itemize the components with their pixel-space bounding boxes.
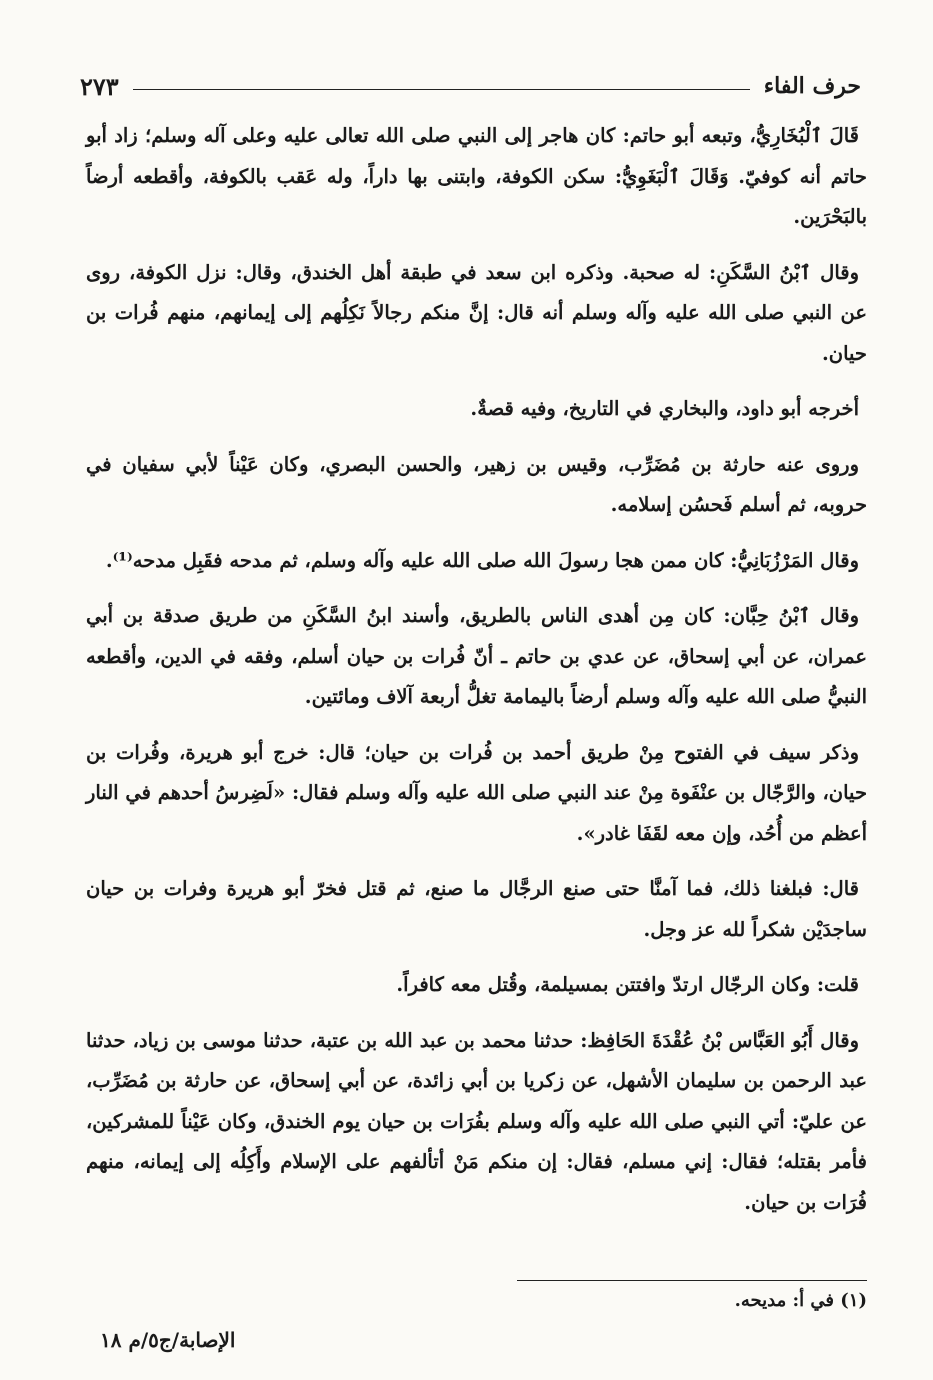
paragraph-ibn-hibban: وقال ٱبْنُ حِبَّان: كان مِن أهدى الناس بالطريق، وأسند ابنُ السَّكَنِ من طريق صدقة بن أبي عمران، عن أبي إسحاق، عن عدي بن حاتم ـ أنّ فُرات بن حيان أسلم، وفقه في الدين، وأقطعه النبيُّ صلى الله عليه وآله وسلم أرضاً باليمامة تغلُّ أربعة آلاف ومائتين.	[86, 604, 867, 708]
chapter-title: حرف الفاء	[763, 73, 861, 99]
footnote: (١) في أ: مديحه.	[734, 1290, 867, 1311]
paragraph-qultu: قلت: وكان الرجّال ارتدّ وافتتن بمسيلمة، وقُتل معه كافراً.	[396, 973, 859, 996]
paragraph-qala: قال: فبلغنا ذلك، فما آمنَّا حتى صنع الرجَّال ما صنع، ثم قتل فخرّ أبو هريرة وفرات بن حيان ساجدَيْن شكراً لله عز وجل.	[86, 877, 867, 941]
page-number: ٢٧٣	[80, 71, 119, 101]
paragraph-ibn-uqda: وقال أَبُو العَبَّاس بْنُ عُقْدَةَ الحَافِظ: حدثنا محمد بن عبد الله بن عتبة، حدثنا موسى بن زياد، حدثنا عبد الرحمن بن سليمان الأشهل، عن زكريا بن أبي زائدة، عن أبي إسحاق، عن حارثة بن مُضَرِّب، عن عليّ: أتي النبي صلى الله عليه وآله وسلم بفُرَات بن حيان يوم الخندق، وكان عَيْناً للمشركين، فأمر بقتله؛ فقال: إني مسلم، فقال: إن منكم مَنْ أتألفهم على الإسلام وأَكِلُه إلى إيمانه، منهم فُرَات بن حيان.	[86, 1028, 867, 1214]
paragraph-abu-dawud: أخرجه أبو داود، والبخاري في التاريخ، وفيه قصةٌ.	[470, 397, 859, 420]
main-text	[86, 116, 867, 1238]
paragraph-bukhari: قَالَ ٱلْبُخَارِيُّ، وتبعه أبو حاتم: كان هاجر إلى النبي صلى الله تعالى عليه وعلى آله وسلم؛ زاد أبو حاتم أنه كوفيّ. وَقَالَ ٱلْبَغَوِيُّ: سكن الكوفة، وابتنى بها داراً، وله عَقب بالكوفة، وأقطعه أرضاً بالبَحْرَين.	[86, 124, 867, 228]
paragraph-marzubani: وقال المَرْزُبَانِيُّ: كان ممن هجا رسولَ الله صلى الله عليه وآله وسلم، ثم مدحه فقَبِل مدحه⁽¹⁾.	[105, 548, 859, 572]
header-rule	[133, 89, 750, 90]
running-header	[80, 66, 861, 106]
paragraph-sayf: وذكر سيف في الفتوح مِنْ طريق أحمد بن فُرات بن حيان؛ قال: خرج أبو هريرة، وفُرات بن حيان، والرَّجّال بن عنْفَوة مِنْ عند النبي صلى الله عليه وآله وسلم فقال: «لَضِرسُ أحدهم في النار أعظم من أُحُد، وإن معه لقَفَا غادر».	[86, 740, 867, 845]
footnote-divider	[517, 1280, 867, 1281]
paragraph-ibn-sakan: وقال ٱبْنُ السَّكَنِ: له صحبة. وذكره ابن سعد في طبقة أهل الخندق، وقال: نزل الكوفة، روى عن النبي صلى الله عليه وآله وسلم أنه قال: إنَّ منكم رجالاً نَكِلُهم إلى إيمانهم، منهم فُرات بن حيان.	[86, 260, 867, 365]
printer-signature: الإصابة/ج٥/م ١٨	[100, 1328, 236, 1352]
paragraph-narrators: وروى عنه حارثة بن مُضَرِّب، وقيس بن زهير، والحسن البصري، وكان عَيْناً لأبي سفيان في حروبه، ثم أسلم فَحسُن إسلامه.	[86, 452, 867, 516]
